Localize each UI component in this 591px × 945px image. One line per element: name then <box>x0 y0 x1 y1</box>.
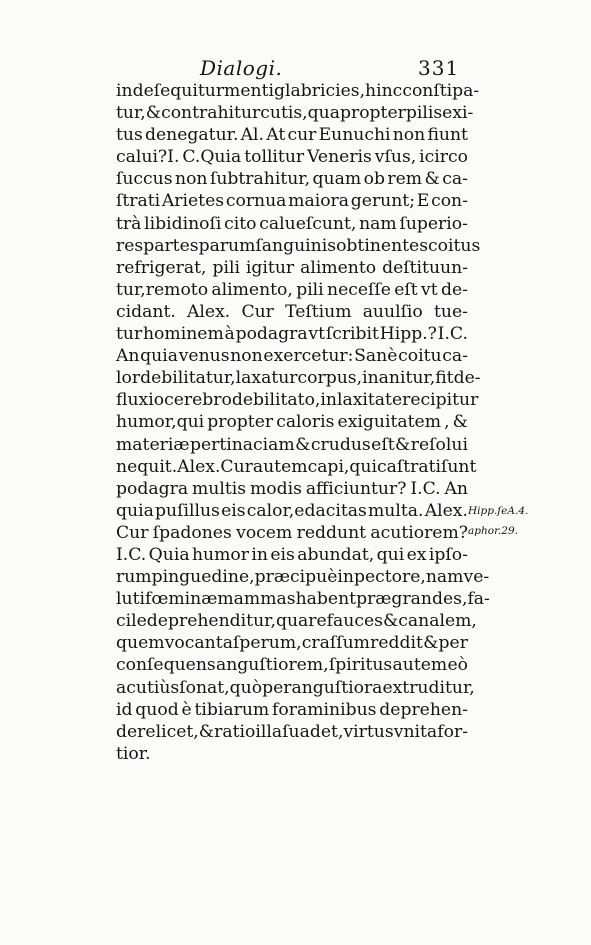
text-word: deprehenditur, <box>146 611 276 632</box>
text-word: tus <box>116 125 143 146</box>
text-word: habent <box>295 589 357 610</box>
text-word: vt <box>308 324 326 345</box>
text-word: for- <box>437 721 468 742</box>
text-word: capi,qui <box>307 456 377 477</box>
text-word: hominem <box>142 324 224 345</box>
text-word: prægrandes, <box>356 589 468 610</box>
text-line <box>116 522 468 544</box>
text-word: è <box>181 699 192 720</box>
text-word: tior. <box>116 743 151 764</box>
text-line <box>116 677 475 699</box>
text-word: eis <box>221 500 246 521</box>
text-word: autem <box>252 456 308 477</box>
text-word: Veneris <box>307 147 372 168</box>
text-word: quia <box>116 500 154 521</box>
text-word: exiguitatem <box>337 412 441 433</box>
text-line <box>116 610 477 632</box>
text-word: ſpadones <box>152 522 232 543</box>
text-word: caloris <box>276 412 335 433</box>
text-word: & <box>382 611 399 632</box>
text-word: cile <box>116 611 147 632</box>
text-word: At <box>266 125 286 146</box>
text-word: res <box>116 235 144 256</box>
text-word: & <box>295 434 311 455</box>
text-word: podagra <box>235 324 308 345</box>
text-word: venus <box>178 346 230 367</box>
text-word: luti <box>116 589 145 610</box>
text-word: cerebro <box>164 390 232 411</box>
text-word: multis <box>191 478 247 499</box>
text-line <box>116 434 468 456</box>
text-word: pilis <box>405 103 443 124</box>
text-word: quam <box>312 169 362 190</box>
text-word: con- <box>431 191 468 212</box>
text-word: non <box>230 346 263 367</box>
text-word: deſtituun- <box>382 257 468 278</box>
text-word: libidinoſi <box>144 213 222 234</box>
text-word: & <box>423 633 439 654</box>
text-word: & <box>424 169 440 190</box>
text-word: ſubtrahitur, <box>209 169 311 190</box>
text-word: reſolui <box>410 434 468 455</box>
text-word: craſſum <box>301 633 370 654</box>
text-word: autem <box>392 655 448 676</box>
text-word: eſt <box>394 279 418 300</box>
text-word: An <box>116 346 140 367</box>
text-word: propter <box>207 412 274 433</box>
page-header <box>200 50 490 84</box>
text-word: Cur <box>116 522 149 543</box>
text-word: cur <box>287 125 317 146</box>
text-word: ve- <box>463 567 490 588</box>
text-word: dere <box>116 721 156 742</box>
text-word: quare <box>275 611 327 632</box>
text-line <box>116 102 474 124</box>
text-word: refrigerat, <box>116 257 207 278</box>
text-line <box>116 323 468 345</box>
text-word: virtus <box>343 721 394 742</box>
text-word: qui <box>376 544 405 565</box>
text-word: vſus, <box>374 147 417 168</box>
text-line <box>116 257 468 279</box>
text-word: canalem, <box>398 611 477 632</box>
text-word: ſequitur <box>153 81 225 101</box>
marginal-note-line: aphor.29. <box>468 525 518 537</box>
text-word: Eunuchi <box>318 125 391 146</box>
text-word: id <box>116 699 133 720</box>
text-word: tue- <box>433 301 468 322</box>
text-word: conſtipa- <box>402 81 480 101</box>
text-word: ob <box>363 169 385 190</box>
text-word: nequit.Alex.Cur <box>116 456 253 477</box>
text-word: ratio <box>214 721 256 742</box>
text-word: Hipp.? <box>379 324 437 345</box>
text-word: coitus <box>428 235 481 256</box>
text-word: deprehen- <box>379 699 468 720</box>
text-word: auulſio <box>362 301 423 322</box>
text-word: tibiarum <box>194 699 270 720</box>
text-line <box>116 301 468 323</box>
text-word: podagra <box>116 478 189 499</box>
text-word: trà <box>116 213 142 234</box>
text-word: pili <box>212 257 240 278</box>
text-word: cidant. <box>116 301 176 322</box>
text-word: menti <box>224 81 274 101</box>
text-word: calueſcunt, <box>259 213 357 234</box>
text-word: calui?I. <box>116 147 180 168</box>
text-word: ſuadet, <box>282 721 344 742</box>
text-word: I.C. <box>410 478 441 499</box>
text-word: ſanguinis <box>255 235 337 256</box>
text-word: contrahitur <box>161 103 261 124</box>
text-word: recipitur <box>402 390 479 411</box>
text-word: de- <box>453 368 481 389</box>
text-word: humor <box>191 544 249 565</box>
text-word: licet,& <box>155 721 215 742</box>
text-word: non <box>175 169 208 190</box>
text-word: ca- <box>442 169 468 190</box>
text-word: ipſo- <box>428 544 468 565</box>
text-line <box>116 721 468 743</box>
text-word: corpus,inanitur,fit <box>297 368 454 389</box>
text-word: neceſſe <box>327 279 391 300</box>
text-word: vocant <box>164 633 223 654</box>
text-word: anguſtiora <box>291 677 383 698</box>
text-word: cornua <box>225 191 287 212</box>
text-word: extruditur, <box>382 677 475 698</box>
text-word: exi- <box>442 103 474 124</box>
text-word: tur <box>116 324 143 345</box>
text-line <box>116 411 468 433</box>
text-word: rum <box>116 567 152 588</box>
text-word: quod <box>135 699 179 720</box>
text-word: caſtrati <box>376 456 441 477</box>
text-word: in <box>320 390 337 411</box>
text-word: Sanè <box>354 346 398 367</box>
text-word: ſtrati <box>116 191 161 212</box>
text-word: Al. <box>240 125 265 146</box>
text-word: cito <box>224 213 257 234</box>
text-word: acutiùs <box>116 677 180 698</box>
text-word: eò <box>447 655 468 676</box>
text-word: cutis, <box>260 103 308 124</box>
text-word: per <box>438 633 468 654</box>
text-word: gerunt; <box>350 191 416 212</box>
text-word: alimento, <box>211 279 293 300</box>
text-word: tollitur <box>244 147 305 168</box>
text-word: reddunt <box>296 522 367 543</box>
text-word: laxitate <box>336 390 403 411</box>
text-word: ca- <box>442 346 468 367</box>
text-word: à <box>224 324 235 345</box>
text-word: pectore,nam <box>353 567 464 588</box>
text-word: acutiorem? <box>370 522 468 543</box>
text-line <box>116 544 468 566</box>
text-word: denegatur. <box>145 125 239 146</box>
text-line <box>116 478 468 500</box>
running-title: Dialogi. <box>200 56 283 80</box>
text-word: ſunt <box>440 456 477 477</box>
text-word: obtinentes <box>336 235 429 256</box>
text-word: coitu <box>398 346 442 367</box>
text-word: eis <box>270 544 295 565</box>
text-word: vnita <box>393 721 438 742</box>
text-word: Arietes <box>161 191 225 212</box>
text-line <box>116 124 468 146</box>
text-word: tur,remoto <box>116 279 209 300</box>
text-word: E <box>416 191 430 212</box>
text-word: quem <box>116 633 165 654</box>
text-word: ex <box>406 544 427 565</box>
text-word: ſuperio- <box>399 213 468 234</box>
text-word: & <box>395 434 411 455</box>
text-word: crudus <box>310 434 371 455</box>
text-word: pertinaciam <box>189 434 295 455</box>
text-word: inde <box>116 81 154 101</box>
text-line <box>116 345 468 367</box>
text-word: illa <box>255 721 283 742</box>
text-line <box>116 743 468 765</box>
text-line <box>116 456 477 478</box>
text-word: Alex. <box>424 500 468 521</box>
text-word: & <box>452 412 468 433</box>
text-word: conſequens <box>116 655 216 676</box>
text-line <box>116 566 490 588</box>
text-word: fiunt <box>427 125 468 146</box>
text-word: rem <box>387 169 423 190</box>
text-word: Cur <box>241 301 274 322</box>
text-word: per <box>262 677 292 698</box>
text-word: multa. <box>368 500 424 521</box>
text-word: foraminibus <box>272 699 377 720</box>
text-word: ſpiritus <box>328 655 393 676</box>
text-word: vt <box>421 279 438 300</box>
text-word: Alex. <box>187 301 231 322</box>
text-word: partes <box>143 235 199 256</box>
text-word: aſperum, <box>222 633 302 654</box>
text-word: lor <box>116 368 141 389</box>
text-line <box>116 367 481 389</box>
text-word: , <box>444 412 450 433</box>
text-line <box>116 168 468 190</box>
text-word: tur,& <box>116 103 162 124</box>
text-word: in <box>251 544 268 565</box>
text-word: non <box>392 125 426 146</box>
text-word: calor,edacitas <box>246 500 367 521</box>
text-line <box>116 235 481 257</box>
text-word: reddit <box>370 633 423 654</box>
marginal-note <box>468 501 568 541</box>
text-word: præcipuè <box>254 567 338 588</box>
text-word: anguſtiorem, <box>215 655 329 676</box>
body-text <box>116 80 490 765</box>
text-word: fœminæ <box>144 589 218 610</box>
text-line <box>116 699 468 721</box>
text-word: An <box>444 478 468 499</box>
text-word: alimento <box>300 257 377 278</box>
text-word: Teſtium <box>285 301 352 322</box>
text-line <box>116 190 468 212</box>
text-line <box>116 80 480 102</box>
text-word: abundat, <box>297 544 375 565</box>
text-word: I.C. <box>437 324 468 345</box>
text-word: icirco <box>419 147 468 168</box>
text-word: vocem <box>236 522 293 543</box>
text-word: pinguedine, <box>151 567 255 588</box>
text-word: maiora <box>288 191 350 212</box>
text-word: I.C. <box>116 544 147 565</box>
text-word: Quia <box>148 544 190 565</box>
text-word: glabricies,hinc <box>274 81 403 101</box>
text-word: quia <box>140 346 178 367</box>
text-word: igitur <box>245 257 295 278</box>
text-word: modis <box>249 478 302 499</box>
text-line <box>116 500 468 522</box>
text-word: parum <box>198 235 256 256</box>
page-number: 331 <box>418 56 460 80</box>
text-word: exercetur: <box>263 346 354 367</box>
text-word: de- <box>440 279 468 300</box>
text-line <box>116 654 468 676</box>
text-word: debilitato, <box>231 390 321 411</box>
text-word: ſcribit <box>325 324 379 345</box>
text-word: in <box>337 567 354 588</box>
text-word: eſt <box>371 434 395 455</box>
text-word: quapropter <box>307 103 406 124</box>
text-line <box>116 389 479 411</box>
text-word: fluxio <box>116 390 165 411</box>
text-word: nam <box>359 213 397 234</box>
text-line <box>116 632 468 654</box>
text-line <box>116 146 468 168</box>
text-line <box>116 588 490 610</box>
text-word: materiæ <box>116 434 190 455</box>
text-word: debilitatur,laxatur <box>140 368 298 389</box>
text-word: humor,qui <box>116 412 205 433</box>
text-word: pili <box>296 279 324 300</box>
text-word: C.Quia <box>182 147 242 168</box>
text-word: mammas <box>217 589 296 610</box>
text-word: ſuccus <box>116 169 173 190</box>
text-word: fauces <box>326 611 383 632</box>
marginal-note-line: Hipp.ſeA.4. <box>468 505 529 517</box>
text-word: fa- <box>467 589 490 610</box>
text-word: puſillus <box>155 500 220 521</box>
text-word: ſonat,quò <box>179 677 263 698</box>
text-line <box>116 279 468 301</box>
text-line <box>116 213 468 235</box>
text-word: afficiuntur? <box>305 478 407 499</box>
